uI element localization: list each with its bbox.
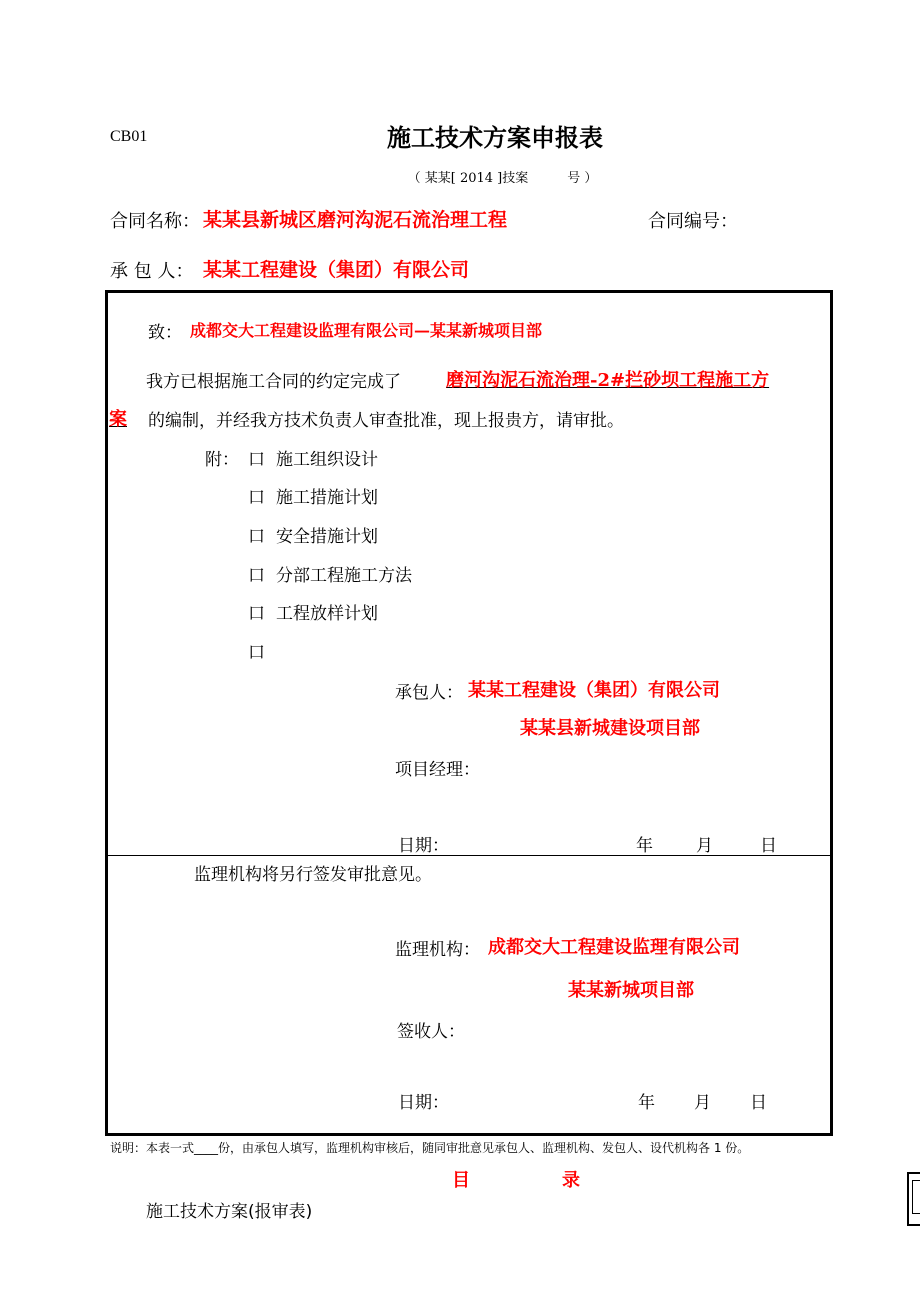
supervision-note: 监理机构将另行签发审批意见。 [194,865,432,885]
supervision-date-year: 年 [638,1093,655,1113]
checkbox-icon[interactable]: 口 [248,527,265,547]
section-divider [105,855,830,856]
contractor-value: 某某工程建设（集团）有限公司 [203,259,470,281]
page-title: 施工技术方案申报表 [387,124,603,152]
contractor-department: 某某县新城建设项目部 [520,718,700,739]
supervision-org-label: 监理机构： [395,940,480,960]
project-name-line1: 磨河沟泥石流治理-2#拦砂坝工程施工方 [446,370,770,391]
supervision-date-label: 日期： [398,1093,449,1113]
supervision-department: 某某新城项目部 [568,980,694,1001]
page-corner-inner [912,1180,920,1214]
toc-item[interactable]: 施工技术方案(报审表) [146,1202,313,1222]
form-code: CB01 [110,128,148,145]
contractor-label: 承 包 人： [110,261,194,282]
contract-number-label: 合同编号： [648,211,738,232]
date-label: 日期： [398,836,449,856]
date-year: 年 [636,836,653,856]
checkbox-icon[interactable]: 口 [248,566,265,586]
checkbox-icon[interactable]: 口 [248,643,265,663]
supervision-org-value: 成都交大工程建设监理有限公司 [488,937,740,958]
date-day: 日 [760,836,777,856]
contract-name-value: 某某县新城区磨河沟泥石流治理工程 [203,209,508,231]
to-value: 成都交大工程建设监理有限公司—某某新城项目部 [190,321,543,340]
statement-prefix: 我方已根据施工合同的约定完成了 [146,372,401,392]
date-month: 月 [696,836,713,856]
toc-heading-char-1: 目 [452,1170,470,1191]
statement-suffix: 的编制，并经我方技术负责人审查批准，现上报贵方，请审批。 [148,411,624,431]
contractor-sign-value: 某某工程建设（集团）有限公司 [468,680,720,701]
checkbox-icon[interactable]: 口 [248,604,265,624]
contract-name-label: 合同名称： [110,211,200,232]
contractor-sign-label: 承包人： [395,683,463,703]
attach-label: 附： [205,450,239,470]
attachment-item: 分部工程施工方法 [276,566,412,586]
form-footnote: 说明：本表一式____份，由承包人填写，监理机构审核后，随同审批意见承包人、监理机构、发包人、设代机构各 1 份。 [110,1141,750,1155]
checkbox-icon[interactable]: 口 [248,450,265,470]
project-manager-label: 项目经理： [395,760,480,780]
attachment-item: 施工措施计划 [276,488,378,508]
attachment-item: 工程放样计划 [276,604,378,624]
supervision-date-month: 月 [694,1093,711,1113]
attachment-item: 施工组织设计 [276,450,378,470]
checkbox-icon[interactable]: 口 [248,488,265,508]
project-name-line2: 案 [109,409,127,430]
to-label: 致： [148,323,182,343]
toc-heading-char-2: 录 [562,1170,580,1191]
attachment-item: 安全措施计划 [276,527,378,547]
receiver-label: 签收人： [397,1022,465,1042]
serial-number: （ 某某[ 2014 ]技案 号 ） [407,171,598,186]
supervision-date-day: 日 [750,1093,767,1113]
